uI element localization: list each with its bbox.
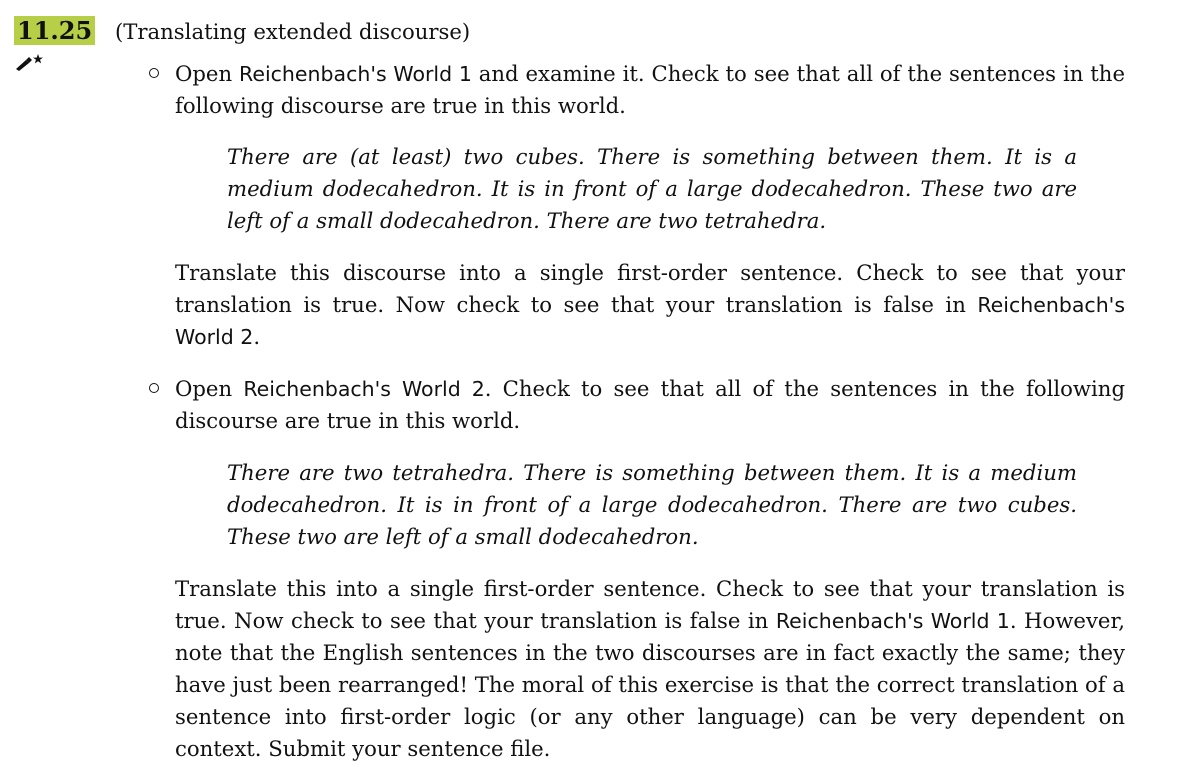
world-name-link[interactable]: Reichenbach's World 1: [775, 609, 1010, 633]
exercise-item-1: [175, 58, 1125, 122]
item2-discourse: There are two tetrahedra. There is something between them. It is a medium dodecahedron. It is in front of a large dodecahedron. There are two cubes. These two are left of a small dodecahedron.: [227, 460, 1077, 549]
exercise-title: (Translating extended discourse): [115, 19, 471, 44]
item1-discourse: There are (at least) two cubes. There is something between them. It is a medium dodecahedron. It is in front of a large dodecahedron. These two are left of a small dodecahedron. There are two tetrahedra.: [227, 144, 1077, 233]
world-name-link[interactable]: Reichenbach's World 2: [243, 377, 485, 401]
world-name-link[interactable]: Reichenbach's World 1: [239, 62, 472, 86]
item2-intro: Open Reichenbach's World 2. Check to see that all of the sentences in the following discourse are true in this world.: [175, 376, 1126, 433]
bullet-circle-icon: [149, 68, 159, 78]
item2-instruction-block: [175, 573, 1125, 765]
bullet-circle-icon: [149, 383, 159, 393]
item1-intro: Open Reichenbach's World 1 and examine it. Check to see that all of the sentences in the following discourse are true in this world.: [175, 61, 1125, 118]
exercise-item-2: [175, 373, 1125, 437]
item2-instruction: Translate this into a single first-order sentence. Check to see that your translation is true. Now check to see that your translation is false in Reichenbach's World 1. However, note that the English sentences in the two discourses are in fact exactly the same; they have just been rearranged! The moral of this exercise is that the correct translation of a sentence into first-order logic (or any other language) can be very dependent on context. Submit your sentence file.: [175, 576, 1125, 761]
exercise-number: 11.25: [14, 16, 95, 45]
world-name-link[interactable]: Reichenbach's World 2: [175, 293, 1125, 349]
item1-instruction-block: [175, 257, 1125, 353]
pencil-star-icon: [14, 52, 48, 72]
item1-instruction: Translate this discourse into a single first-order sentence. Check to see that your translation is true. Now check to see that your translation is false in Reichenbach's World 2.: [175, 260, 1125, 349]
